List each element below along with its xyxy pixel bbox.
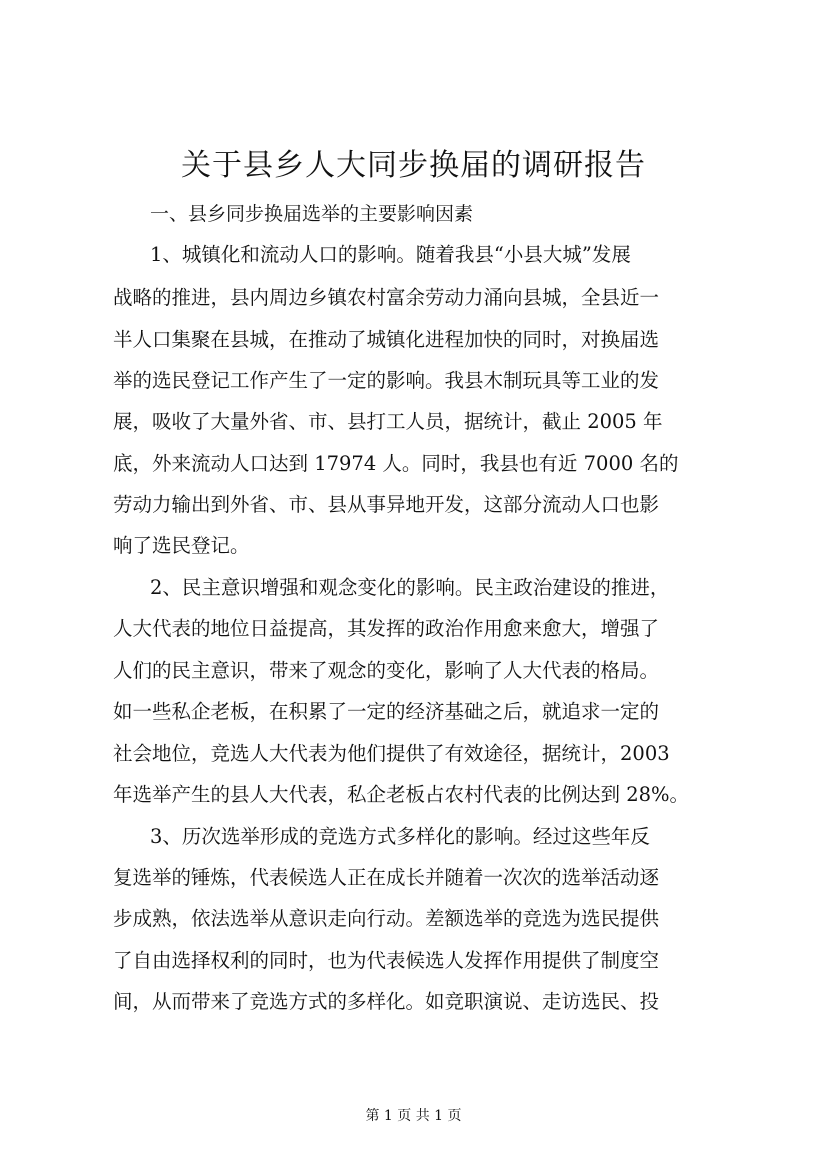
paragraph-line: 半人口集聚在县城，在推动了城镇化进程加快的同时，对换届选 xyxy=(113,328,660,351)
page-number-footer: 第 1 页 共 1 页 xyxy=(365,1108,462,1124)
paragraph-line: 了自由选择权利的同时，也为代表候选人发挥作用提供了制度空 xyxy=(113,949,660,972)
paragraph-line: 劳动力输出到外省、市、县从事异地开发，这部分流动人口也影 xyxy=(113,493,660,516)
paragraph-line: 2、民主意识增强和观念变化的影响。民主政治建设的推进， xyxy=(150,576,670,599)
paragraph-line: 战略的推进，县内周边乡镇农村富余劳动力涌向县城，全县近一 xyxy=(113,286,660,309)
paragraph-line: 间，从而带来了竞选方式的多样化。如竞职演说、走访选民、投 xyxy=(113,990,660,1013)
paragraph-line: 展，吸收了大量外省、市、县打工人员，据统计，截止 2005 年 xyxy=(113,410,663,433)
paragraph-line: 底，外来流动人口达到 17974 人。同时，我县也有近 7000 名的 xyxy=(113,452,679,475)
paragraph-line: 举的选民登记工作产生了一定的影响。我县木制玩具等工业的发 xyxy=(113,369,660,392)
paragraph-line: 如一些私企老板，在积累了一定的经济基础之后，就追求一定的 xyxy=(113,700,660,723)
paragraph-line: 步成熟，依法选举从意识走向行动。差额选举的竞选为选民提供 xyxy=(113,907,660,930)
section-heading: 一、县乡同步换届选举的主要影响因素 xyxy=(150,203,474,225)
paragraph-line: 响了选民登记。 xyxy=(113,534,250,557)
paragraph-line: 社会地位，竞选人大代表为他们提供了有效途径，据统计，2003 xyxy=(113,742,670,765)
paragraph-line: 人们的民主意识，带来了观念的变化，影响了人大代表的格局。 xyxy=(113,659,660,682)
paragraph-line: 1、城镇化和流动人口的影响。随着我县“小县大城”发展 xyxy=(150,243,631,266)
paragraph-line: 3、历次选举形成的竞选方式多样化的影响。经过这些年反 xyxy=(150,825,650,848)
paragraph-line: 人大代表的地位日益提高，其发挥的政治作用愈来愈大，增强了 xyxy=(113,617,660,640)
paragraph-line: 复选举的锤炼，代表候选人正在成长并随着一次次的选举活动逐 xyxy=(113,866,660,889)
paragraph-line: 年选举产生的县人大代表，私企老板占农村代表的比例达到 28%。 xyxy=(113,783,690,806)
document-title: 关于县乡人大同步换届的调研报告 xyxy=(181,148,646,183)
